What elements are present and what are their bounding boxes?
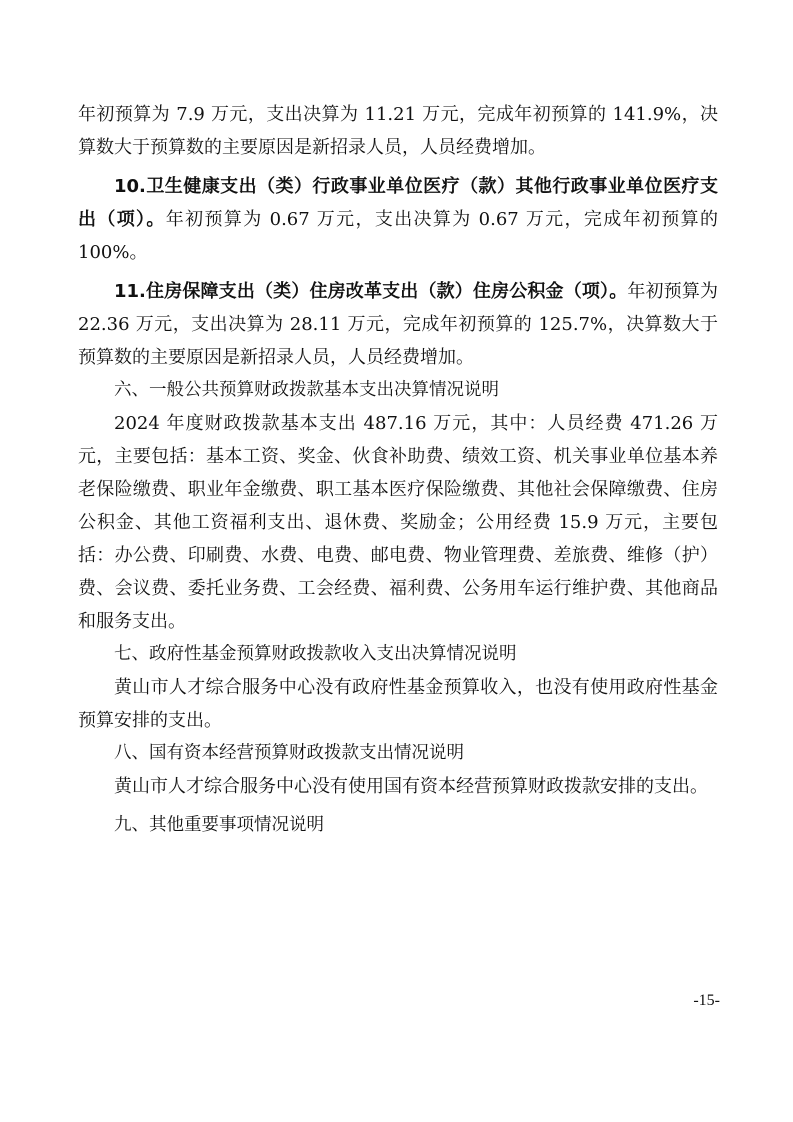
paragraph-11-body: 年初预算为 22.36 万元，支出决算为 28.11 万元，完成年初预算的 125.7%，决算数大于预算数的主要原因是新招录人员，人员经费增加。 xyxy=(78,281,718,368)
section-7-heading: 七、政府性基金预算财政拨款收入支出决算情况说明 xyxy=(114,644,517,664)
paragraph-11-lead: 11.住房保障支出（类）住房改革支出（款）住房公积金（项）。 xyxy=(114,281,628,302)
paragraph-9-tail: 年初预算为 7.9 万元，支出决算为 11.21 万元，完成年初预算的 141.9%，决算数大于预算数的主要原因是新招录人员，人员经费增加。 xyxy=(78,104,718,158)
document-body xyxy=(78,98,718,842)
paragraph-10-body: 年初预算为 0.67 万元，支出决算为 0.67 万元，完成年初预算的 100%。 xyxy=(78,209,719,263)
section-9-heading: 九、其他重要事项情况说明 xyxy=(114,815,324,835)
section-7-body: 黄山市人才综合服务中心没有政府性基金预算收入，也没有使用政府性基金预算安排的支出。 xyxy=(78,677,718,731)
section-8-body: 黄山市人才综合服务中心没有使用国有资本经营预算财政拨款安排的支出。 xyxy=(114,776,708,797)
section-6-heading: 六、一般公共预算财政拨款基本支出决算情况说明 xyxy=(114,380,499,400)
page-number: -15- xyxy=(693,992,720,1009)
paragraph-10 xyxy=(78,170,718,269)
section-8-heading: 八、国有资本经营预算财政拨款支出情况说明 xyxy=(114,743,464,763)
section-6-body: 2024 年度财政拨款基本支出 487.16 万元，其中：人员经费 471.26 万元，主要包括：基本工资、奖金、伙食补助费、绩效工资、机关事业单位基本养老保险缴费、职业年金缴费、职工基本医疗保险缴费、其他社会保障缴费、住房公积金、其他工资福利支出、退休费、奖励金；公用经费 15.9 万元，主要包括：办公费、印刷费、水费、电费、邮电费、物业管理费、差旅费、维修（护）费、会议费、委托业务费、工会经费、福利费、公务用车运行维护费、其他商品和服务支出。 xyxy=(78,413,718,632)
paragraph-10-lead: 10.卫生健康支出（类）行政事业单位医疗（款）其他行政事业单位医疗支出（项）。 xyxy=(78,176,718,230)
paragraph-11 xyxy=(78,275,718,374)
